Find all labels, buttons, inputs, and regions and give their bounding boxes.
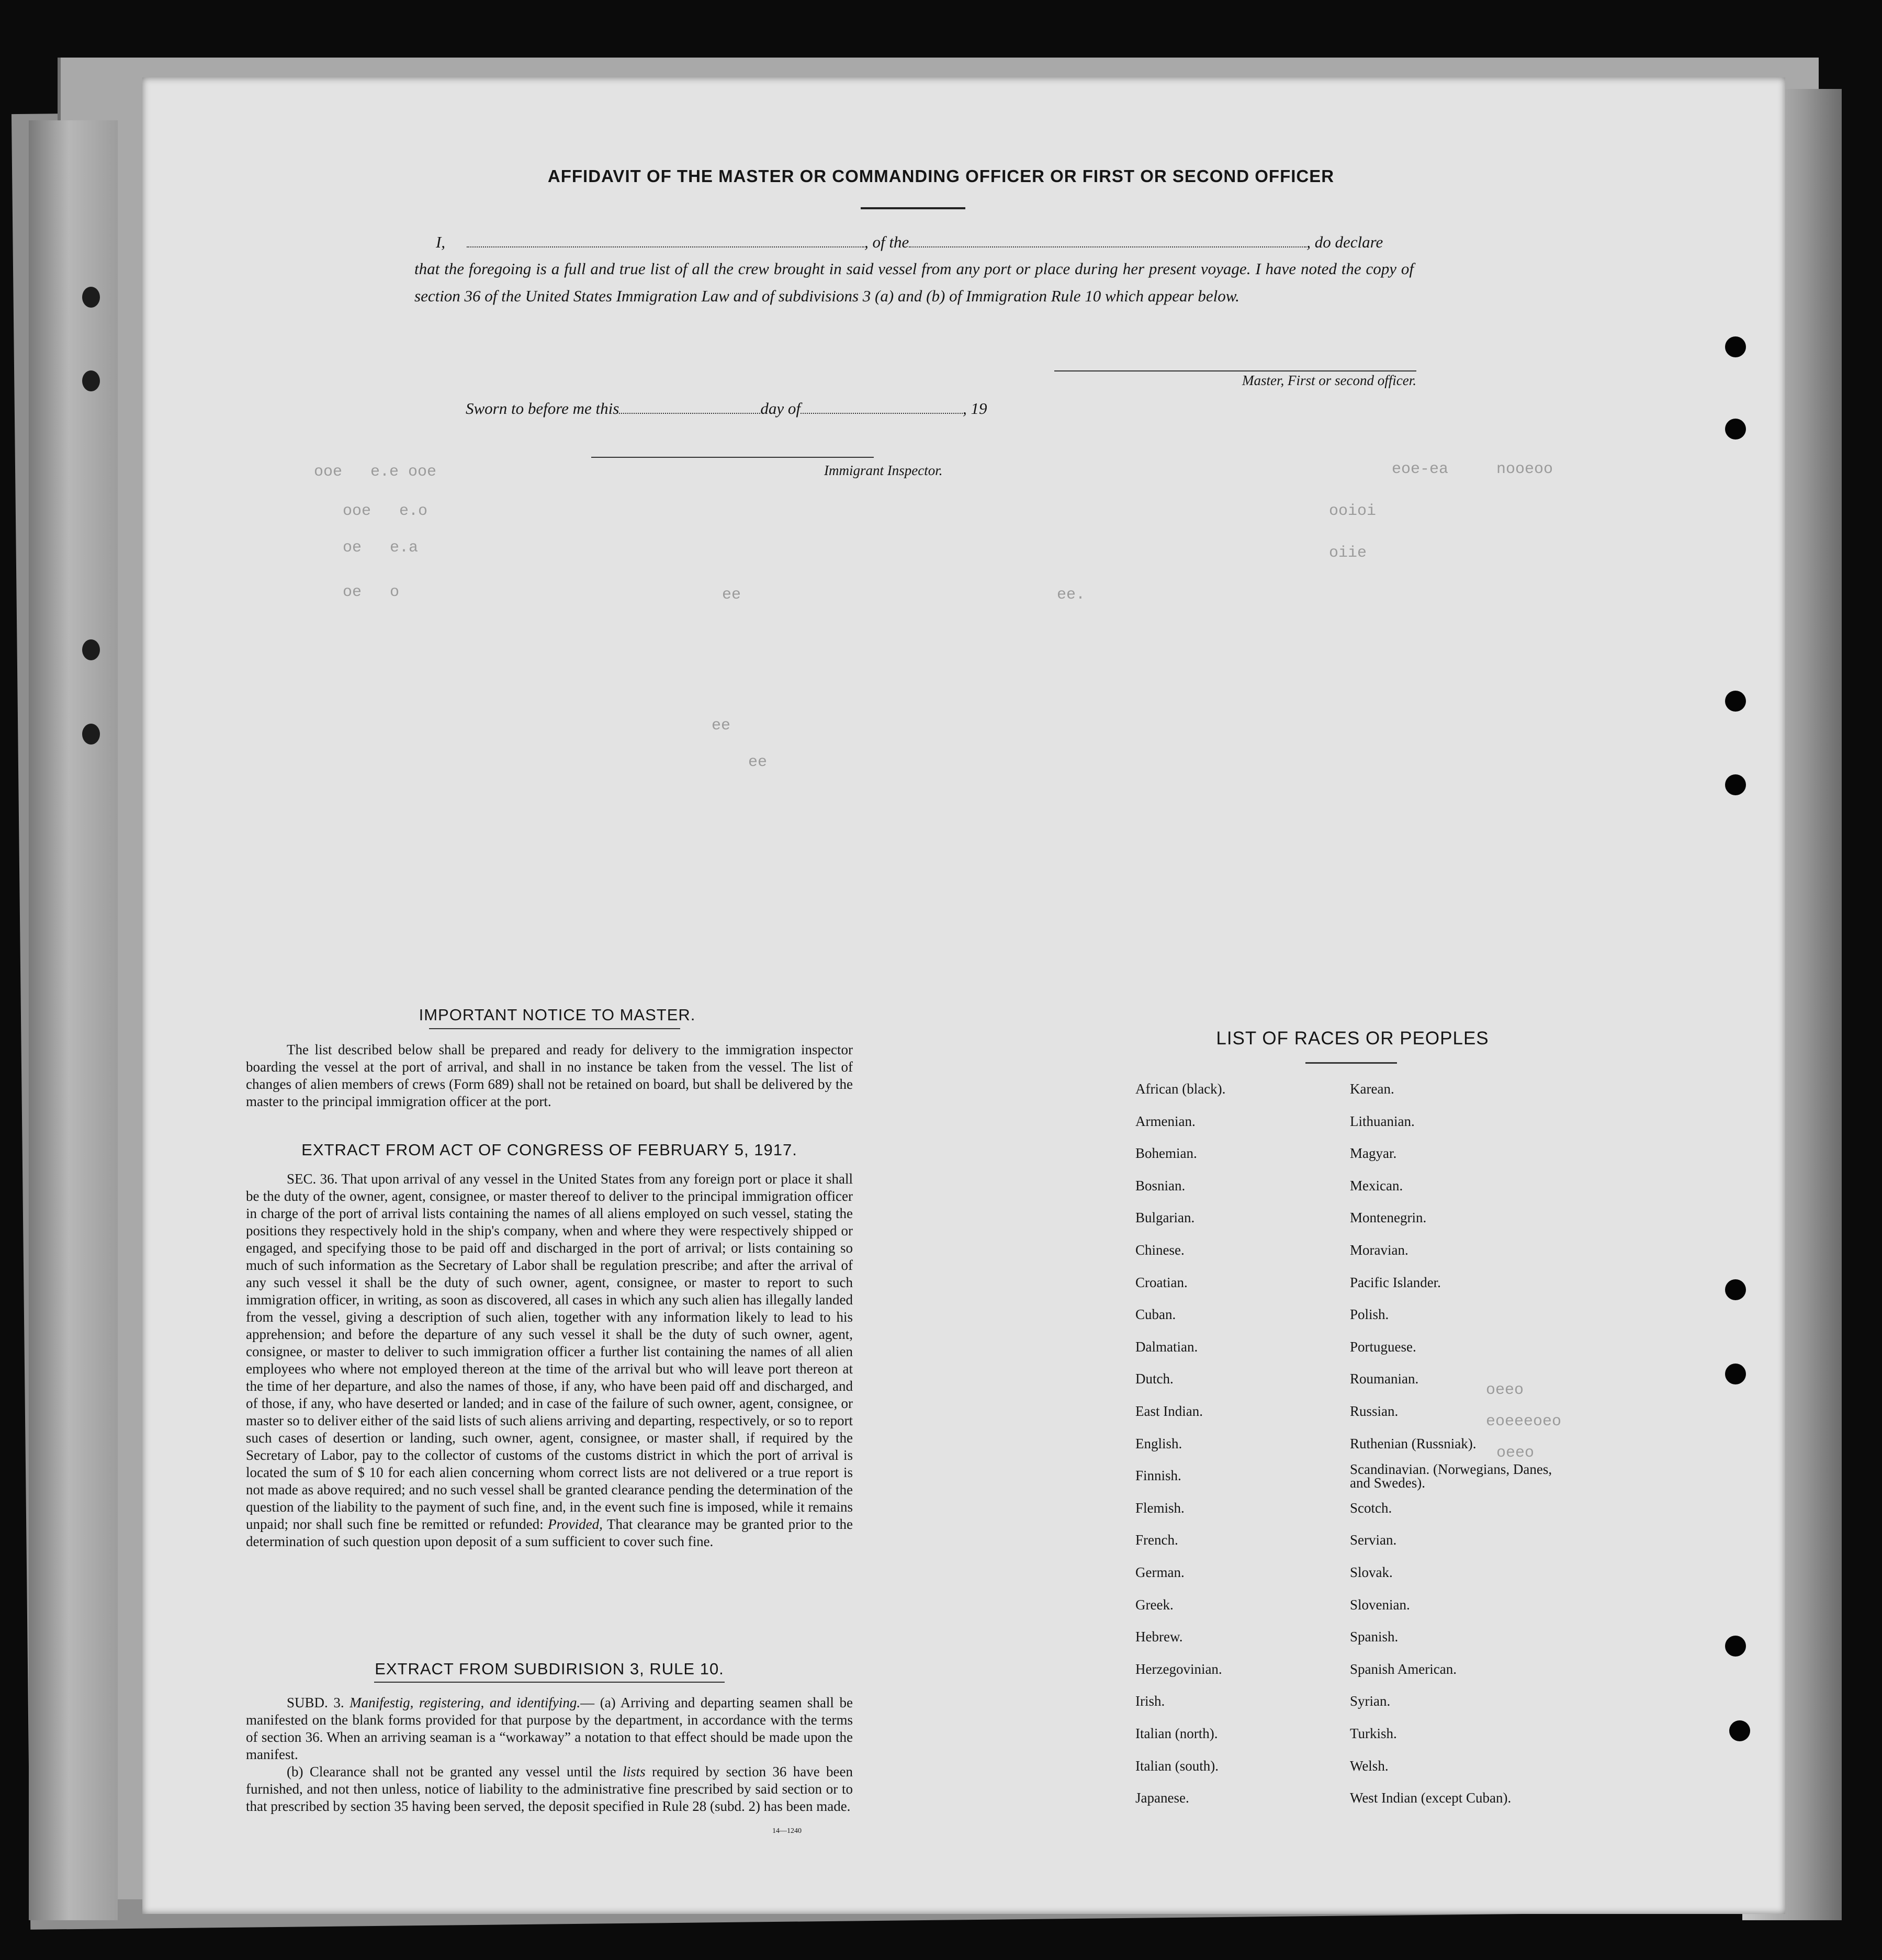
paragraph-b-end: required by section 36 have been furnished, and not then unless, notice of liability to the administrative fine prescribed by said section or to that prescribed by section 35 having been served, the deposit specified in Rule 28 (subd. 2) has been made. <box>246 1764 853 1814</box>
race-item: Finnish. <box>1135 1468 1181 1484</box>
punch-hole <box>1725 419 1746 440</box>
race-item: Irish. <box>1135 1693 1165 1709</box>
race-item: Lithuanian. <box>1350 1113 1415 1129</box>
race-item: Scotch. <box>1350 1500 1392 1516</box>
race-item: Karean. <box>1350 1081 1394 1097</box>
race-item: West Indian (except Cuban). <box>1350 1790 1512 1806</box>
title-rule <box>374 1682 725 1683</box>
race-item: Herzegovinian. <box>1135 1661 1222 1677</box>
punch-hole <box>1725 774 1746 795</box>
section-label: SEC. 36. <box>287 1171 338 1187</box>
vessel-blank[interactable] <box>909 237 1306 247</box>
notice-title: IMPORTANT NOTICE TO MASTER. <box>419 1006 696 1024</box>
punch-hole <box>82 370 100 391</box>
act-paragraph <box>246 1170 853 1550</box>
race-item: Pacific Islander. <box>1350 1274 1441 1290</box>
race-item: Scandinavian. (Norwegians, Danes, and Swedes). <box>1350 1461 1552 1491</box>
race-item: Welsh. <box>1350 1758 1389 1774</box>
punch-hole <box>1725 691 1746 712</box>
race-item: French. <box>1135 1532 1178 1548</box>
punch-hole <box>1725 1279 1746 1300</box>
rule-body <box>246 1694 853 1815</box>
affidavit-paragraph: that the foregoing is a full and true list of all the crew brought in said vessel from any port or place during her present voyage. I have noted the copy of section 36 of the United States Immigration Law and of subdivisions 3 (a) and (b) of Immigration Rule 10 which appear below. <box>414 260 1414 305</box>
affidavit-title: AFFIDAVIT OF THE MASTER OR COMMANDING OFFICER OR FIRST OR SECOND OFFICER <box>547 166 1335 186</box>
race-item: Portuguese. <box>1350 1338 1416 1355</box>
race-item: English. <box>1135 1435 1182 1451</box>
punch-hole <box>82 287 100 308</box>
race-item: Bohemian. <box>1135 1145 1197 1162</box>
race-item: African (black). <box>1135 1081 1226 1097</box>
sworn-line <box>466 399 1465 418</box>
race-item: Spanish. <box>1350 1629 1399 1645</box>
races-title: LIST OF RACES OR PEOPLES <box>1216 1028 1489 1049</box>
race-item: Spanish American. <box>1350 1661 1457 1677</box>
race-item: Mexican. <box>1350 1177 1403 1193</box>
race-item: Montenegrin. <box>1350 1210 1427 1226</box>
act-text-end: That clearance may be granted prior to the determination of such question upon deposit of a sum sufficient to cover such fine. <box>246 1516 853 1549</box>
race-item: Italian (south). <box>1135 1758 1219 1774</box>
title-rule <box>861 207 965 209</box>
race-item: Magyar. <box>1350 1145 1397 1162</box>
punch-hole <box>82 639 100 660</box>
race-item: Chinese. <box>1135 1242 1185 1258</box>
race-item: Dalmatian. <box>1135 1338 1198 1355</box>
race-item: East Indian. <box>1135 1403 1203 1419</box>
punch-hole <box>1729 1720 1750 1741</box>
race-item: Hebrew. <box>1135 1629 1183 1645</box>
race-item: Japanese. <box>1135 1790 1189 1806</box>
subdivision-heading: Manifestig, registering, and identifying. <box>350 1695 581 1710</box>
paragraph-b-start: (b) Clearance shall not be granted any vessel until the <box>287 1764 616 1779</box>
act-title: EXTRACT FROM ACT OF CONGRESS OF FEBRUARY 5, 1917. <box>301 1141 797 1159</box>
signature-line[interactable] <box>1054 370 1416 371</box>
race-item: Moravian. <box>1350 1242 1408 1258</box>
race-item: Flemish. <box>1135 1500 1185 1516</box>
race-item: Cuban. <box>1135 1306 1176 1323</box>
race-item: Polish. <box>1350 1306 1389 1323</box>
punch-hole <box>1725 1364 1746 1384</box>
binding-edge <box>29 120 118 1920</box>
subdivision-label: SUBD. 3. <box>287 1695 344 1710</box>
punch-hole <box>1725 336 1746 357</box>
race-item: German. <box>1135 1564 1185 1580</box>
race-item: Greek. <box>1135 1596 1174 1613</box>
race-item: Bosnian. <box>1135 1177 1186 1193</box>
name-blank[interactable] <box>467 237 864 247</box>
notice-text: The list described below shall be prepared and ready for delivery to the immigration inspector boarding the vessel at the port of arrival, and shall in no instance be taken from the vessel. The list of changes of alien members of crews (Form 689) shall not be retained on board, but shall be delivered by the master to the principal immigration officer at the port. <box>246 1042 853 1109</box>
race-item: Slovak. <box>1350 1564 1393 1580</box>
form-number: 14—1240 <box>772 1827 802 1835</box>
race-item: Ruthenian (Russniak). <box>1350 1435 1477 1451</box>
act-body <box>246 1170 853 1550</box>
paragraph-a-text: — (a) Arriving and departing seamen shall be manifested on the blank forms provided for that purpose by the department, in accordance with the terms of section 36. When an arriving seaman is a “workaway” a notation to that effect should be made upon the manifest. <box>246 1695 853 1762</box>
notice-body <box>246 1041 853 1110</box>
rule-title: EXTRACT FROM SUBDIRISION 3, RULE 10. <box>375 1660 724 1678</box>
race-item: Croatian. <box>1135 1274 1188 1290</box>
act-text: That upon arrival of any vessel in the United States from any foreign port or place it shall be the duty of the owner, agent, consignee, or master thereof to deliver to the principal immigration officer in charge of the port of arrival lists containing the names of all aliens employed on such vessel, stating the positions they respectively hold in the ship's company, when and where they were respectively shipped or engaged, and specifying those to be paid off and discharged in the port of arrival; or lists containing so much of such information as the Secretary of Labor shall be regulation prescribe; and after the arrival of any such vessel it shall be the duty of such owner, agent, consignee, or master to report to such immigration officer, in writing, as soon as discovered, all cases in which any such alien has illegally landed from the vessel, giving a description of such alien, together with any information likely to lead to his apprehension; and before the departure of any such vessel it shall be the duty of such owner, agent, consignee, or master to deliver to such immigration officer a further list containing the names of all alien employees who where not employed thereon at the time of the arrival but who will leave port thereon at the time of her departure, and also the names of those, if any, who have been paid off and discharged, and of those, if any, who have deserted or landed; and in case of the failure of such owner, agent, consignee, or master so to deliver either of the said lists of such aliens arriving and departing, respectively, or so to report such cases of desertion or landing, such owner, agent, consignee, or master shall, if required by the Secretary of Labor, pay to the collector of customs of the customs district in which the port of arrival is located the sum of $ 10 for each alien concerning whom correct lists are not delivered or a true report is not made as above required; and no such vessel shall be granted clearance pending the determination of the question of the liability to the payment of such fine, and, in the event such fine is imposed, while it remains unpaid; nor shall such fine be remitted or refunded: <box>246 1171 853 1532</box>
rule-paragraph-b <box>246 1763 853 1815</box>
punch-hole <box>1725 1636 1746 1657</box>
race-item: Turkish. <box>1350 1726 1397 1741</box>
race-item: Italian (north). <box>1135 1726 1218 1741</box>
punch-hole <box>82 724 100 745</box>
sworn-prefix: Sworn to before me this <box>466 399 619 418</box>
sworn-day-label: day of <box>760 399 801 418</box>
inspector-label: Immigrant Inspector. <box>824 463 943 478</box>
inspector-signature-line[interactable] <box>591 457 874 458</box>
race-item: Dutch. <box>1135 1371 1174 1387</box>
declaration-i: I, <box>435 233 446 251</box>
rule-paragraph-a <box>246 1694 853 1763</box>
lists-term: lists <box>623 1764 646 1779</box>
race-item: Roumanian. <box>1350 1371 1419 1387</box>
signature-label: Master, First or second officer. <box>1242 373 1416 388</box>
race-item: Armenian. <box>1135 1113 1196 1129</box>
declaration-of: , of the <box>864 233 909 251</box>
title-rule <box>429 1028 680 1029</box>
race-item: Russian. <box>1350 1403 1399 1419</box>
title-rule <box>1305 1062 1397 1064</box>
declaration-declare: , do declare <box>1306 233 1383 251</box>
race-item: Bulgarian. <box>1135 1210 1195 1226</box>
day-blank[interactable] <box>619 403 760 414</box>
race-item: Servian. <box>1350 1532 1397 1548</box>
declaration-line <box>414 233 1414 252</box>
month-blank[interactable] <box>801 403 963 414</box>
race-item: Slovenian. <box>1350 1596 1410 1613</box>
provided-term: Provided, <box>548 1516 603 1532</box>
sworn-year-label: , 19 <box>962 399 987 418</box>
race-item: Syrian. <box>1350 1693 1391 1709</box>
manifest-page <box>142 77 1785 1914</box>
